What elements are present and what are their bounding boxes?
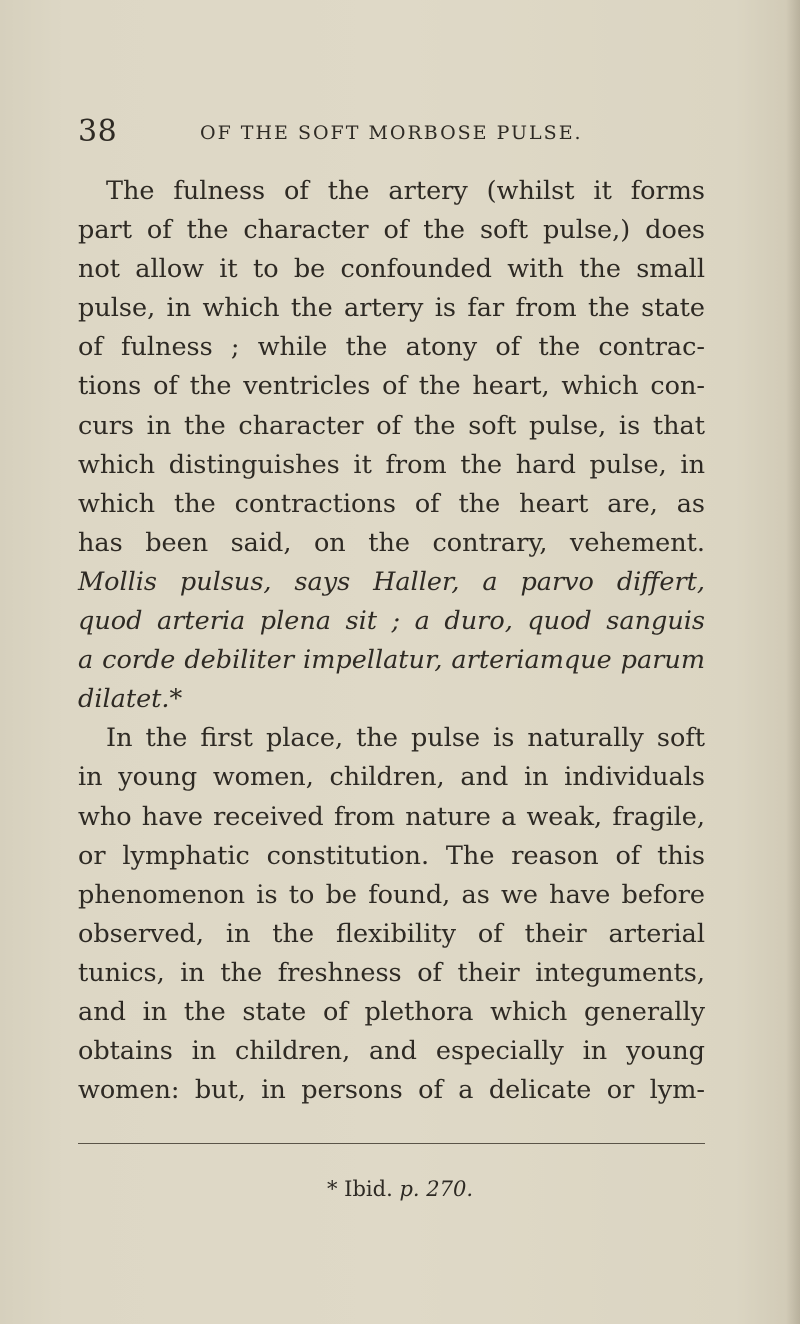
running-title: OF THE SOFT MORBOSE PULSE. (200, 122, 583, 144)
text-line: tions of the ventricles of the heart, which con- (78, 371, 705, 402)
text-line: observed, in the flexibility of their arterial (78, 918, 705, 949)
text-line: who have received from nature a weak, fragile, (78, 801, 705, 832)
latin-quote-line: a corde debiliter impellatur, arteriamque parum (78, 645, 705, 676)
text-line: curs in the character of the soft pulse, is that (78, 410, 705, 441)
text-line: and in the state of plethora which generally (78, 996, 705, 1027)
running-head (78, 112, 708, 152)
body-text (78, 172, 705, 1110)
text-line: The fulness of the artery (whilst it forms (106, 176, 705, 206)
footnote-divider (78, 1143, 705, 1144)
text-line: obtains in children, and especially in young (78, 1036, 705, 1067)
text-line: phenomenon is to be found, as we have before (78, 879, 705, 910)
text-line: In the first place, the pulse is naturally soft (106, 723, 705, 754)
text-line: or lymphatic constitution. The reason of this (78, 840, 705, 871)
footnote-page-ref: p. 270. (399, 1177, 473, 1201)
footnote (0, 1174, 800, 1204)
text-line: part of the character of the soft pulse,) does (78, 215, 705, 246)
text-line: which distinguishes it from the hard pulse, in (78, 449, 705, 480)
page-number: 38 (78, 114, 118, 149)
text-line: women: but, in persons of a delicate or lym- (78, 1075, 705, 1106)
latin-quote-line: Mollis pulsus, says Haller, a parvo differt, (78, 566, 705, 597)
text-line: of fulness ; while the atony of the contrac- (78, 332, 705, 363)
latin-quote-line: quod arteria plena sit ; a duro, quod sanguis (78, 606, 705, 637)
page-edge-shadow (786, 0, 800, 1324)
text-line: which the contractions of the heart are, as (78, 488, 705, 519)
footnote-text: Ibid. (344, 1177, 393, 1201)
footnote-marker: * (326, 1177, 338, 1201)
latin-quote-line: dilatet.* (78, 684, 183, 715)
text-line: tunics, in the freshness of their integuments, (78, 957, 705, 988)
text-line: has been said, on the contrary, vehement. (78, 527, 705, 558)
text-line: not allow it to be confounded with the small (78, 254, 705, 285)
text-line: in young women, children, and in individuals (78, 762, 705, 793)
text-line: pulse, in which the artery is far from the state (78, 293, 705, 324)
